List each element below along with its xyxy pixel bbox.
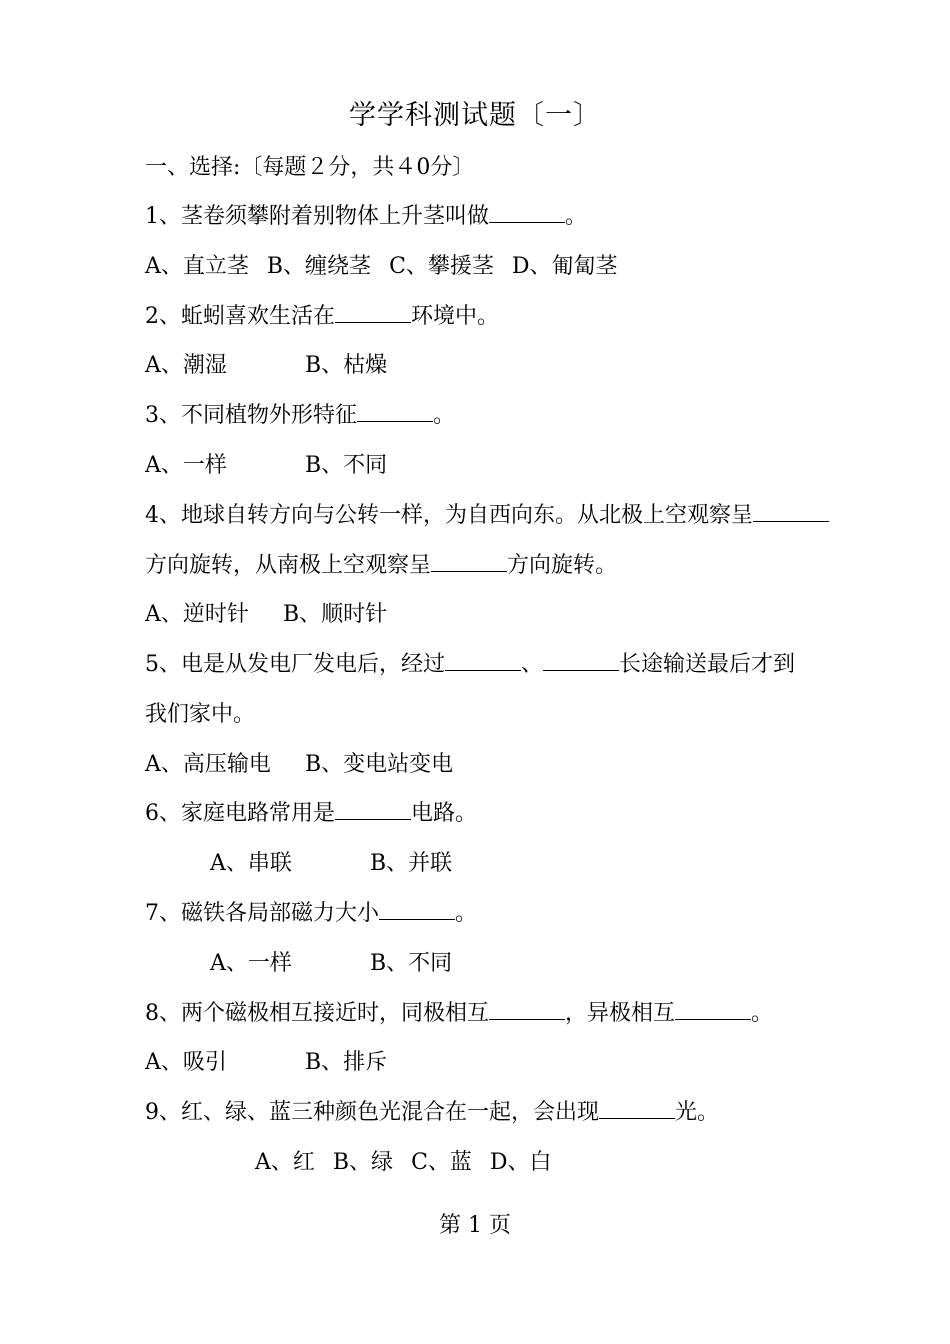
- question-text: 2、蚯蚓喜欢生活在: [145, 304, 335, 329]
- question-text: 方向旋转，从南极上空观察呈: [145, 553, 432, 578]
- answer-blank: [379, 899, 455, 920]
- page-title: 学学科测试题〔一〕: [349, 100, 601, 131]
- options-q9: [255, 1147, 570, 1179]
- section-heading: 一、选择:〔每题２分，共４0分〕: [145, 155, 475, 180]
- answer-blank: [357, 401, 433, 422]
- question-text-end: 。: [565, 204, 588, 229]
- option: A、直立茎: [145, 254, 249, 279]
- options-q7: [210, 948, 452, 980]
- option: B、排斥: [305, 1050, 388, 1075]
- question-text-end: 方向旋转。: [507, 553, 618, 578]
- question-text-end: 光。: [675, 1100, 720, 1125]
- option: C、攀援茎: [389, 254, 494, 279]
- question-text: 6、家庭电路常用是: [145, 801, 335, 826]
- answer-blank: [675, 999, 751, 1020]
- options-q5: [145, 749, 453, 781]
- option: B、枯燥: [305, 353, 388, 378]
- question-text: 8、两个磁极相互接近时，同极相互: [145, 1001, 489, 1026]
- option: C、蓝: [411, 1150, 472, 1175]
- options-q6: [210, 848, 452, 880]
- question-9: [145, 1097, 719, 1129]
- answer-blank: [335, 799, 411, 820]
- question-text-end: 电路。: [411, 801, 478, 826]
- option: B、顺时针: [283, 602, 388, 627]
- option: D、白: [489, 1150, 552, 1175]
- question-8: [145, 998, 773, 1030]
- answer-blank: [445, 650, 521, 671]
- option: A、逆时针: [145, 602, 249, 627]
- option: A、串联: [210, 851, 292, 876]
- question-text-end: 。: [751, 1001, 774, 1026]
- question-5: [145, 649, 795, 681]
- page-number: 第 1 页: [439, 1213, 511, 1238]
- answer-blank: [335, 302, 411, 323]
- question-4-cont: [145, 550, 617, 582]
- question-text: 9、红、绿、蓝三种颜色光混合在一起，会出现: [145, 1100, 599, 1125]
- question-1: [145, 201, 587, 233]
- question-text-end: 。: [433, 403, 456, 428]
- options-q8: [145, 1047, 387, 1079]
- option: B、并联: [370, 851, 453, 876]
- option: D、匍匐茎: [511, 254, 618, 279]
- option: B、缠绕茎: [266, 254, 372, 279]
- question-text: 4、地球自转方向与公转一样，为自西向东。从北极上空观察呈: [145, 503, 753, 528]
- option: B、不同: [305, 453, 388, 478]
- option: B、绿: [332, 1150, 394, 1175]
- option: A、吸引: [145, 1050, 227, 1075]
- options-q3: [145, 450, 387, 482]
- answer-blank: [543, 650, 619, 671]
- question-3: [145, 400, 455, 432]
- options-q2: [145, 350, 387, 382]
- question-text-end: 长途输送最后才到: [619, 652, 796, 677]
- option: A、潮湿: [145, 353, 227, 378]
- question-text: 5、电是从发电厂发电后，经过: [145, 652, 445, 677]
- question-4: [145, 500, 829, 532]
- question-text-mid: ，异极相互: [565, 1001, 676, 1026]
- question-text: 1、茎卷须攀附着别物体上升茎叫做: [145, 204, 489, 229]
- option: A、红: [255, 1150, 315, 1175]
- answer-blank: [599, 1098, 675, 1119]
- question-text: 3、不同植物外形特征: [145, 403, 357, 428]
- answer-blank: [431, 551, 507, 572]
- option: B、不同: [370, 951, 453, 976]
- answer-blank: [489, 202, 565, 223]
- option: A、一样: [145, 453, 227, 478]
- question-text-end: 。: [455, 901, 478, 926]
- question-text-end: 环境中。: [411, 304, 500, 329]
- option: A、高压输电: [145, 752, 271, 777]
- option: B、变电站变电: [305, 752, 454, 777]
- question-7: [145, 898, 477, 930]
- question-text: 我们家中。: [145, 702, 256, 727]
- question-text: 7、磁铁各局部磁力大小: [145, 901, 379, 926]
- question-text-mid: 、: [521, 652, 544, 677]
- options-q1: [145, 251, 636, 283]
- question-6: [145, 798, 477, 830]
- option: A、一样: [210, 951, 292, 976]
- question-5-cont: [145, 699, 255, 731]
- question-2: [145, 301, 499, 333]
- options-q4: [145, 599, 387, 631]
- answer-blank: [489, 999, 565, 1020]
- answer-blank: [753, 501, 829, 522]
